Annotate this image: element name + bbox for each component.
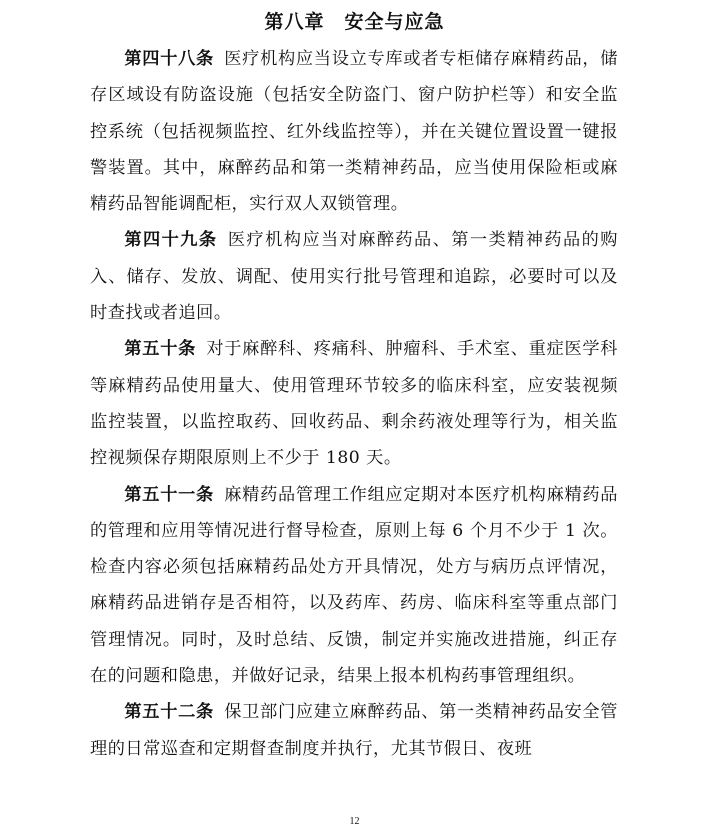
article-number: 第五十条 xyxy=(124,339,197,360)
article-text: 对于麻醉科、疼痛科、肿瘤科、手术室、重症医学科等麻精药品使用量大、使用管理环节较多的临床科室，应安装视频监控装置，以监控取药、回收药品、剩余药液处理等行为，相关监控视频保存期限原则上不少于 180 天。 xyxy=(90,339,618,469)
article-50 xyxy=(90,331,618,476)
article-number: 第五十一条 xyxy=(124,484,214,505)
article-text: 麻精药品管理工作组应定期对本医疗机构麻精药品的管理和应用等情况进行督导检查，原则上每 6 个月不少于 1 次。检查内容必须包括麻精药品处方开具情况，处方与病历点评情况，麻精药品进销存是否相符，以及药库、药房、临床科室等重点部门管理情况。同时，及时总结、反馈，制定并实施改进措施，纠正存在的问题和隐患，并做好记录，结果上报本机构药事管理组织。 xyxy=(90,484,618,687)
article-number: 第四十九条 xyxy=(124,230,218,251)
article-52 xyxy=(90,694,618,767)
article-number: 第四十八条 xyxy=(124,49,214,69)
chapter-title: 第八章 安全与应急 xyxy=(264,11,445,33)
article-48 xyxy=(90,41,618,222)
article-49 xyxy=(90,222,618,331)
article-text: 保卫部门应建立麻醉药品、第一类精神药品安全管理的日常巡查和定期督查制度并执行，尤其节假日、夜班 xyxy=(90,702,618,759)
article-number: 第五十二条 xyxy=(124,702,214,723)
article-text: 医疗机构应当设立专库或者专柜储存麻精药品，储存区域设有防盗设施（包括安全防盗门、窗户防护栏等）和安全监控系统（包括视频监控、红外线监控等），并在关键位置设置一键报警装置。其中，麻醉药品和第一类精神药品，应当使用保险柜或麻精药品智能调配柜，实行双人双锁管理。 xyxy=(90,49,618,215)
page-number: 12 xyxy=(349,816,360,827)
article-51 xyxy=(90,477,618,695)
article-text: 医疗机构应当对麻醉药品、第一类精神药品的购入、储存、发放、调配、使用实行批号管理和追踪，必要时可以及时查找或者追回。 xyxy=(90,230,618,324)
article-list xyxy=(90,41,618,767)
